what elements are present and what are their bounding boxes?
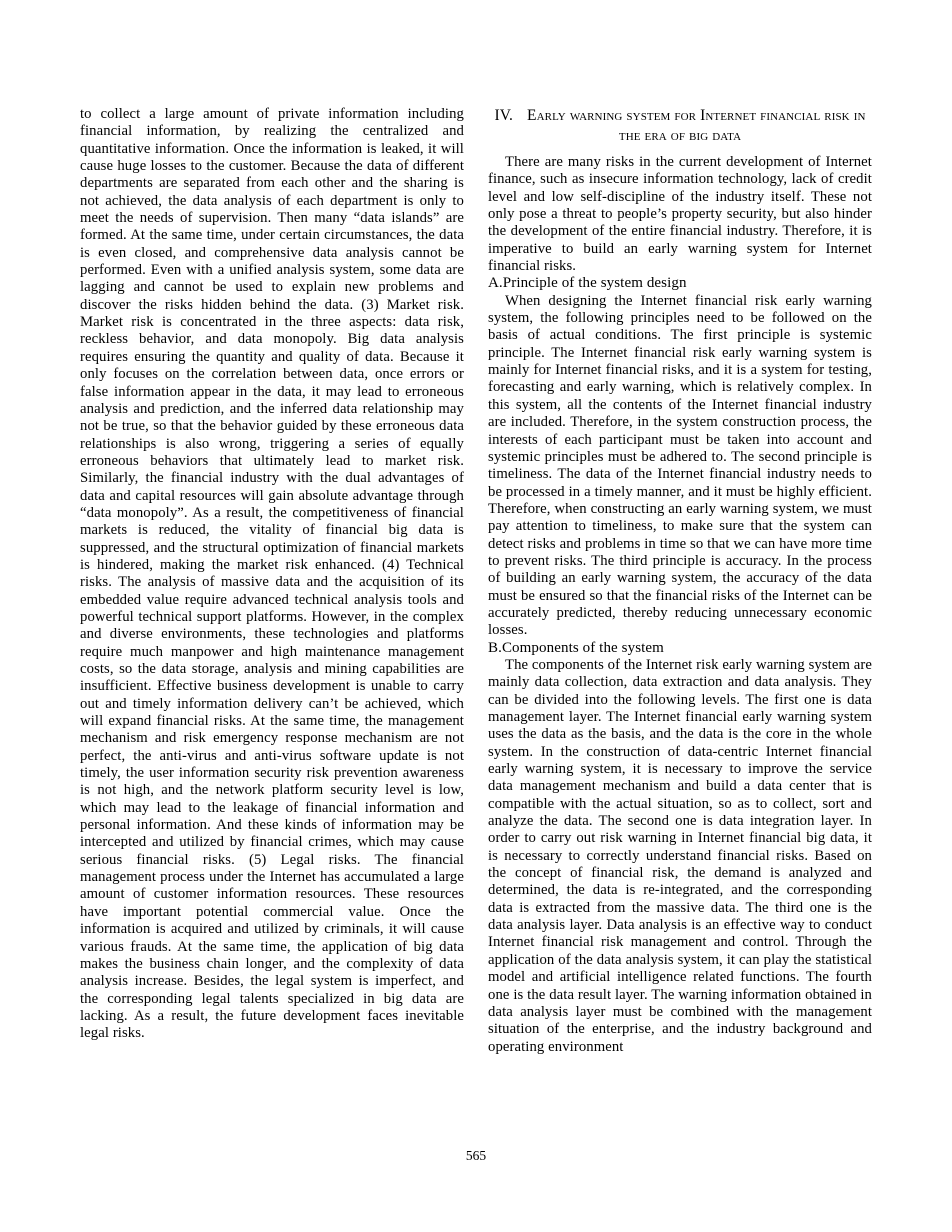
section-number: IV. (494, 107, 514, 124)
page-number: 565 (465, 1148, 487, 1163)
right-column (488, 106, 872, 1056)
subsection-b-heading: B.Components of the system (488, 639, 664, 656)
section-title: Early warning system for Internet financial risk in the era of big data (527, 107, 866, 144)
left-column (80, 106, 464, 1043)
section-heading (494, 106, 866, 146)
subsection-a-paragraph: When designing the Internet financial risk early warning system, the following principles need to be followed on the basis of actual conditions. The first principle is systemic principle. The Internet financial risk early warning system is mainly for Internet financial risks, and it is a system for testing, forecasting and early warning, which is relatively complex. In this system, all the contents of the Internet financial industry are included. Therefore, in the system construction process, the interests of each participant must be taken into account and systemic principles must be adhered to. The second principle is timeliness. The data of the Internet financial industry needs to be processed in a timely manner, and it must be highly efficient. Therefore, when constructing an early warning system, we must pay attention to timeliness, to make sure that the system can detect risks and problems in time so that we can have more time to prevent risks. The third principle is accuracy. In the process of building an early warning system, the accuracy of the data must be ensured so that the financial risks of the Internet can be accurately predicted, thereby reducing unnecessary economic losses. (488, 292, 872, 639)
body-paragraph-continuation: to collect a large amount of private information including financial information, by realizing the centralized and quantitative information. Once the information is leaked, it will cause huge losses to the customer. Because the data of different departments are separated from each other and the sharing is not achieved, the data analysis of each department is only to meet the needs of supervision. Then many “data islands” are formed. At the same time, under certain circumstances, the data is even closed, and comprehensive data analysis cannot be performed. Even with a unified analysis system, some data are lagging and cannot be used to explain new problems and discover the risks hidden behind the data. (3) Market risk. Market risk is concentrated in the three aspects: data risk, reckless behavior, and data monopoly. Big data analysis requires ensuring the quantity and quality of data. Because it only focuses on the correlation between data, once errors or false information appear in the data, it may lead to erroneous analysis and prediction, and the inferred data relationship may not be true, so that the behavior guided by these erroneous data relationships is also wrong, triggering a series of equally erroneous behaviors that ultimately lead to market risk. Similarly, the financial industry with the dual advantages of data and capital resources will gain absolute advantage through “data monopoly”. As a result, the competitiveness of financial markets is reduced, the vitality of financial big data is suppressed, and the structural optimization of financial markets is hindered, making the market risk enhanced. (4) Technical risks. The analysis of massive data and the acquisition of its embedded value require advanced technical analysis tools and powerful technical support platforms. However, in the complex and diverse environments, these technologies and platforms require much manpower and high maintenance management costs, so the data storage, analysis and mining capabilities are insufficient. Effective business development is unable to carry out and timely information delivery can’t be achieved, which will expand financial risks. At the same time, the management mechanism and risk emergency response mechanism are not perfect, the anti-virus and anti-virus software update is not timely, the user information security risk prevention awareness is not high, and the network platform security level is low, which may lead to the leakage of financial information and personal information. And these kinds of information may be intercepted and utilized by financial crimes, which may cause serious financial risks. (5) Legal risks. The financial management process under the Internet has accumulated a large amount of customer information resources. These resources have important potential commercial value. Once the information is acquired and utilized by criminals, it will cause various frauds. At the same time, the application of big data makes the business chain longer, and the complexity of data analysis increase. Besides, the legal system is imperfect, and the corresponding legal talents specialized in big data are lacking. As a result, the future development faces inevitable legal risks. (80, 106, 464, 1042)
subsection-b-paragraph: The components of the Internet risk early warning system are mainly data collection, data extraction and data analysis. They can be divided into the following levels. The first one is data management layer. The Internet financial early warning system uses the data as the basis, and the data is the core in the whole system. In the construction of data-centric Internet financial early warning system, it is necessary to improve the service data management mechanism and build a data center that is compatible with the actual situation, so as to collect, sort and analyze the data. The second one is data integration layer. In order to carry out risk warning in Internet financial big data, it is necessary to correctly understand financial risks. Based on the concept of financial risk, the demand is analyzed and determined, the data is re-integrated, and the corresponding data is extracted from the massive data. The third one is the data analysis layer. Data analysis is an effective way to conduct Internet financial risk management and control. Through the application of the data analysis system, it can play the statistical model and artificial intelligence related functions. The fourth one is the data result layer. The warning information obtained in data analysis layer must be combined with the management situation of the enterprise, and the industry background and operating environment (488, 656, 872, 1055)
section-intro-paragraph: There are many risks in the current development of Internet finance, such as insecure information technology, lack of credit level and low self-discipline of the industry itself. These not only pose a threat to people’s property security, but also hinder the development of the entire financial industry. Therefore, it is imperative to build an early warning system for Internet financial risks. (488, 154, 872, 275)
subsection-a-heading: A.Principle of the system design (488, 275, 687, 292)
